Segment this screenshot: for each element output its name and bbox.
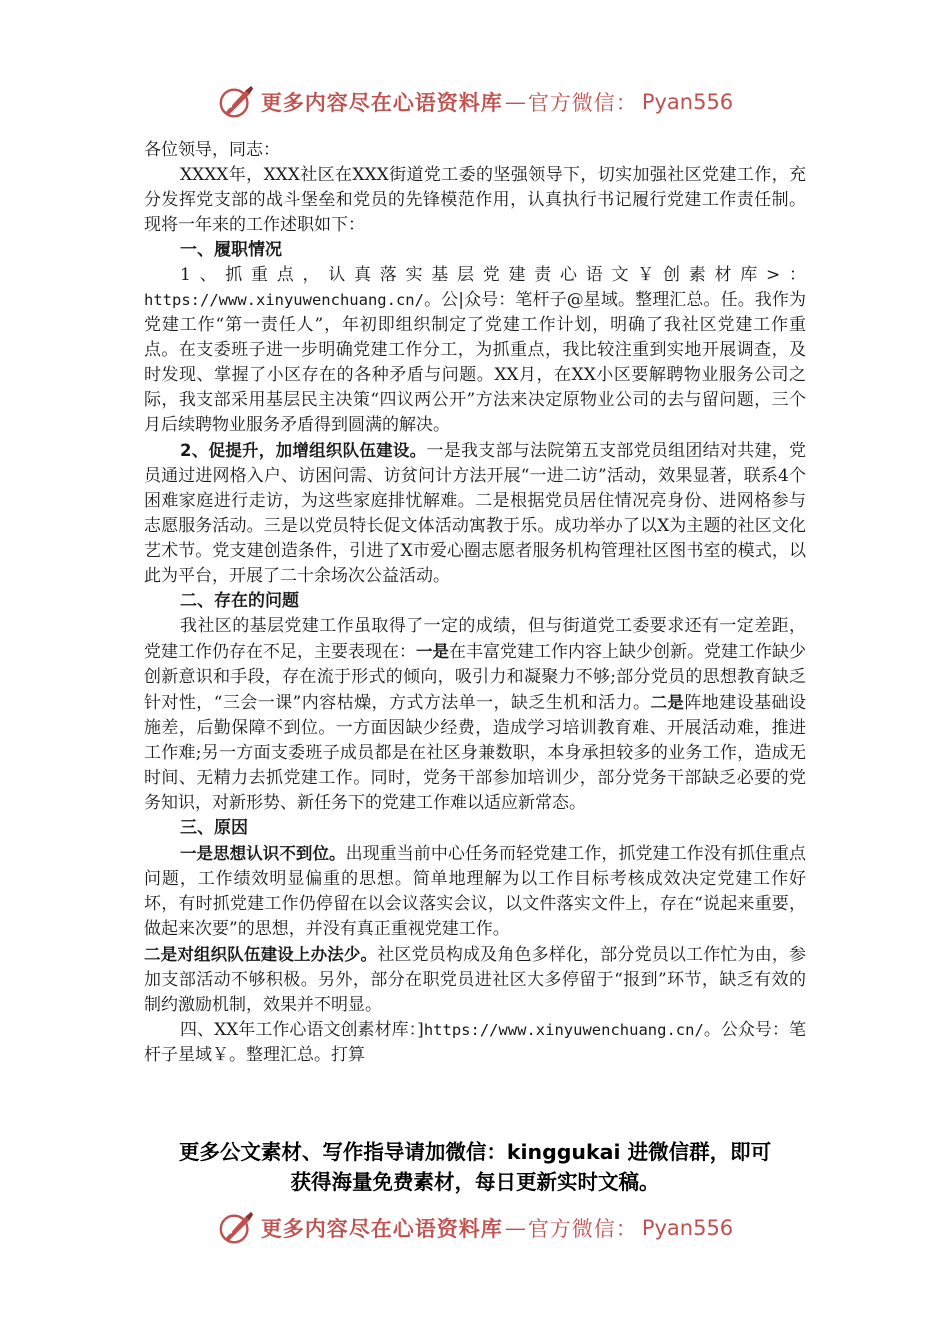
banner-official-label: 官方微信：	[527, 1217, 638, 1241]
promo-line2: 获得海量免费素材，每日更新实时文稿。	[290, 1170, 660, 1194]
footer-banner	[0, 1208, 950, 1248]
section4-url: https://www.xinyuwenchuang.cn/	[423, 1021, 704, 1039]
banner-separator: —	[504, 1216, 526, 1240]
banner-official-label: 官方微信：	[527, 91, 638, 115]
promo-line1: 更多公文素材、写作指导请加微信：kinggukai 进微信群，即可	[178, 1140, 772, 1164]
section2-p1-a: 我社区的基层党建工作虽取得了一定的成绩，但与街道党工委要求还有一定差距，党建工作仍存在不足，主要表现在：	[144, 616, 806, 662]
section2-title: 二、存在的问题	[180, 591, 299, 611]
banner-wechat-id: Pyan556	[641, 1216, 734, 1240]
section1-paragraph1	[144, 263, 806, 438]
section4-prefix: 四、XX年工作心语文创素材库：]	[180, 1020, 424, 1040]
section2-p1-bold1: 一是	[416, 642, 449, 661]
section1-title: 一、履职情况	[180, 240, 282, 260]
section2-paragraph1	[144, 614, 806, 816]
section3-p2-bold: 二是对组织队伍建设上办法少。	[144, 945, 378, 964]
section1-p1-prefix: 1、抓重点，认真落实基层党建责心语文￥创素材库>：	[180, 265, 806, 285]
section1-paragraph2	[144, 438, 806, 589]
section3-p1-bold: 一是思想认识不到位。	[180, 844, 346, 863]
banner-separator: —	[504, 90, 526, 114]
header-banner	[0, 82, 950, 122]
section2-p1-bold2: 二是	[650, 693, 685, 712]
section2-p1-c: 在丰富党建工作内容上缺少创新。党建工作缺少创新意识和手段，存在流于形式的倾向，吸引力和凝聚力不够;部分党员的思想教育缺乏针对性，“三会一课”内容枯燥，方式方法单一，缺乏生机和活力。	[144, 642, 806, 713]
section4-rest: 。公众号：笔杆子星域￥。整理汇总。打算	[144, 1020, 807, 1065]
document-body	[144, 138, 806, 1068]
pen-nib-logo-icon	[217, 1209, 255, 1247]
pen-nib-logo-icon	[217, 83, 255, 121]
section1-p2-bold: 2、促提升，加增组织队伍建设。	[180, 441, 427, 460]
section1-p1-url: https://www.xinyuwenchuang.cn/	[144, 291, 424, 309]
intro-paragraph: XXXX年，XXX社区在XXX街道党工委的坚强领导下，切实加强社区党建工作，充分发挥党支部的战斗堡垒和党员的先锋模范作用，认真执行书记履行党建工作责任制。现将一年来的工作述职如下：	[144, 165, 806, 235]
section1-p2-rest: 一是我支部与法院第五支部党员组团结对共建，党员通过进网格入户、访困问需、访贫问计方法开展“一进二访”活动，效果显著，联系4个困难家庭进行走访，为这些家庭排忧解难。二是根据党员居住情况亮身份、进网格参与志愿服务活动。三是以党员特长促文体活动寓教于乐。成功举办了以X为主题的社区文化艺术节。党支建创造条件，引进了X市爱心圈志愿者服务机构管理社区图书室的模式，以此为平台，开展了二十余场次公益活动。	[144, 441, 807, 586]
section3-p2-rest: 社区党员构成及角色多样化，部分党员以工作忙为由，参加支部活动不够积极。另外，部分在职党员进社区大多停留于“报到”环节，缺乏有效的制约激励机制，效果并不明显。	[144, 945, 807, 1015]
banner-brand: 更多内容尽在心语资料库	[260, 90, 503, 115]
section3-title: 三、原因	[180, 818, 248, 838]
section2-p1-d: 阵地建设基础设施差，后勤保障不到位。一方面因缺少经费，造成学习培训教育难、开展活动难，推进工作难;另一方面支委班子成员都是在社区身兼数职，本身承担较多的业务工作，造成无时间、无精力去抓党建工作。同时，党务干部参加培训少，部分党务干部缺乏必要的党务知识，对新形势、新任务下的党建工作难以适应新常态。	[144, 693, 806, 813]
banner-brand: 更多内容尽在心语资料库	[260, 1216, 503, 1241]
section3-paragraph1	[144, 841, 806, 942]
section3-paragraph2	[144, 942, 806, 1018]
section4-line	[144, 1018, 806, 1068]
promo-text	[100, 1137, 850, 1197]
section3-p1-rest: 出现重当前中心任务而轻党建工作，抓党建工作没有抓住重点问题，工作绩效明显偏重的思想。简单地理解为以工作目标考核成效决定党建工作好坏，有时抓党建工作仍停留在以会议落实会议，以文件落实文件上，存在“说起来重要，做起来次要”的思想，并没有真正重视党建工作。	[144, 844, 807, 939]
banner-wechat-id: Pyan556	[641, 90, 734, 114]
greeting: 各位领导，同志：	[144, 140, 280, 160]
section1-p1-rest: 。公|众号：笔杆子@星域。整理汇总。任。我作为党建工作“第一责任人”，年初即组织制定了党建工作计划，明确了我社区党建工作重点。在支委班子进一步明确党建工作分工，为抓重点，我比较注重到实地开展调查，及时发现、掌握了小区存在的各种矛盾与问题。XX月，在XX小区要解聘物业服务公司之际，我支部采用基层民主决策“四议两公开”方法来决定原物业公司的去与留问题，三个月后续聘物业服务矛盾得到圆满的解决。	[144, 290, 806, 435]
